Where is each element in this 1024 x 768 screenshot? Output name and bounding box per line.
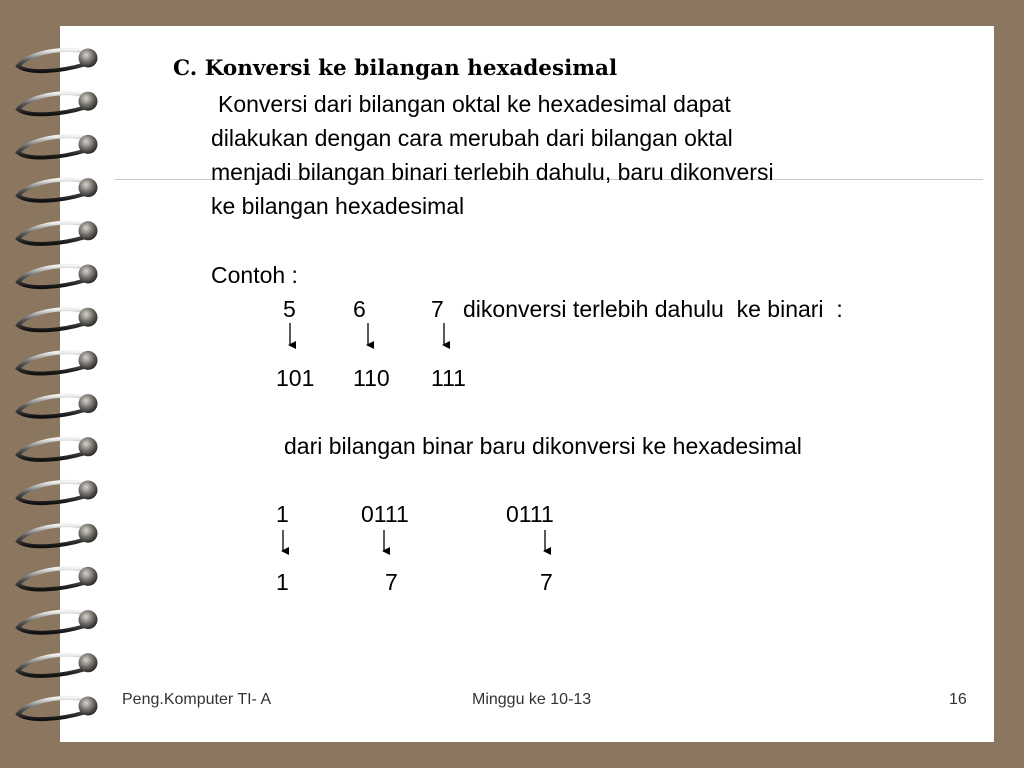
spiral-ring [18,221,98,244]
spiral-ring [18,567,98,590]
octal-caption: dikonversi terlebih dahulu ke binari : [463,296,843,322]
binary-group-1: 101 [276,365,315,391]
hex-result-2: 7 [385,569,398,595]
spiral-ring [18,610,98,633]
spiral-ring [18,135,98,158]
paragraph-line-2: dilakukan dengan cara merubah dari bilangan oktal [211,125,733,151]
spiral-ring [18,697,98,720]
spiral-ring [18,49,98,72]
paragraph-line-4: ke bilangan hexadesimal [211,193,465,219]
footer-week: Minggu ke 10-13 [472,691,592,708]
hex-group-2: 0111 [361,501,409,527]
spiral-ring [18,653,98,676]
octal-digit-1: 5 [283,296,296,322]
hex-result-3: 7 [540,569,553,595]
spiral-ring [18,394,98,417]
spiral-ring [18,308,98,331]
hex-group-3: 0111 [506,501,554,527]
binary-group-3: 111 [431,365,466,391]
spiral-ring [18,524,98,547]
octal-digit-3: 7 [431,296,444,322]
octal-digit-2: 6 [353,296,366,322]
spiral-ring [18,265,98,288]
spiral-ring [18,481,98,504]
section-heading: C. Konversi ke bilangan hexadesimal [173,56,618,81]
hex-group-1: 1 [276,501,289,527]
spiral-ring [18,351,98,374]
spiral-binding [0,0,110,768]
spiral-ring [18,437,98,460]
middle-sentence: dari bilangan binar baru dikonversi ke hexadesimal [284,433,802,459]
spiral-ring [18,178,98,201]
spiral-ring [18,92,98,115]
footer-page-number: 16 [949,691,967,708]
paragraph-line-3: menjadi bilangan binari terlebih dahulu, baru dikonversi [211,159,774,185]
hex-result-1: 1 [276,569,289,595]
binary-group-2: 110 [353,365,390,391]
footer-course: Peng.Komputer TI- A [122,691,272,708]
paragraph-line-1: Konversi dari bilangan oktal ke hexadesimal dapat [218,91,731,117]
example-label: Contoh : [211,262,298,288]
